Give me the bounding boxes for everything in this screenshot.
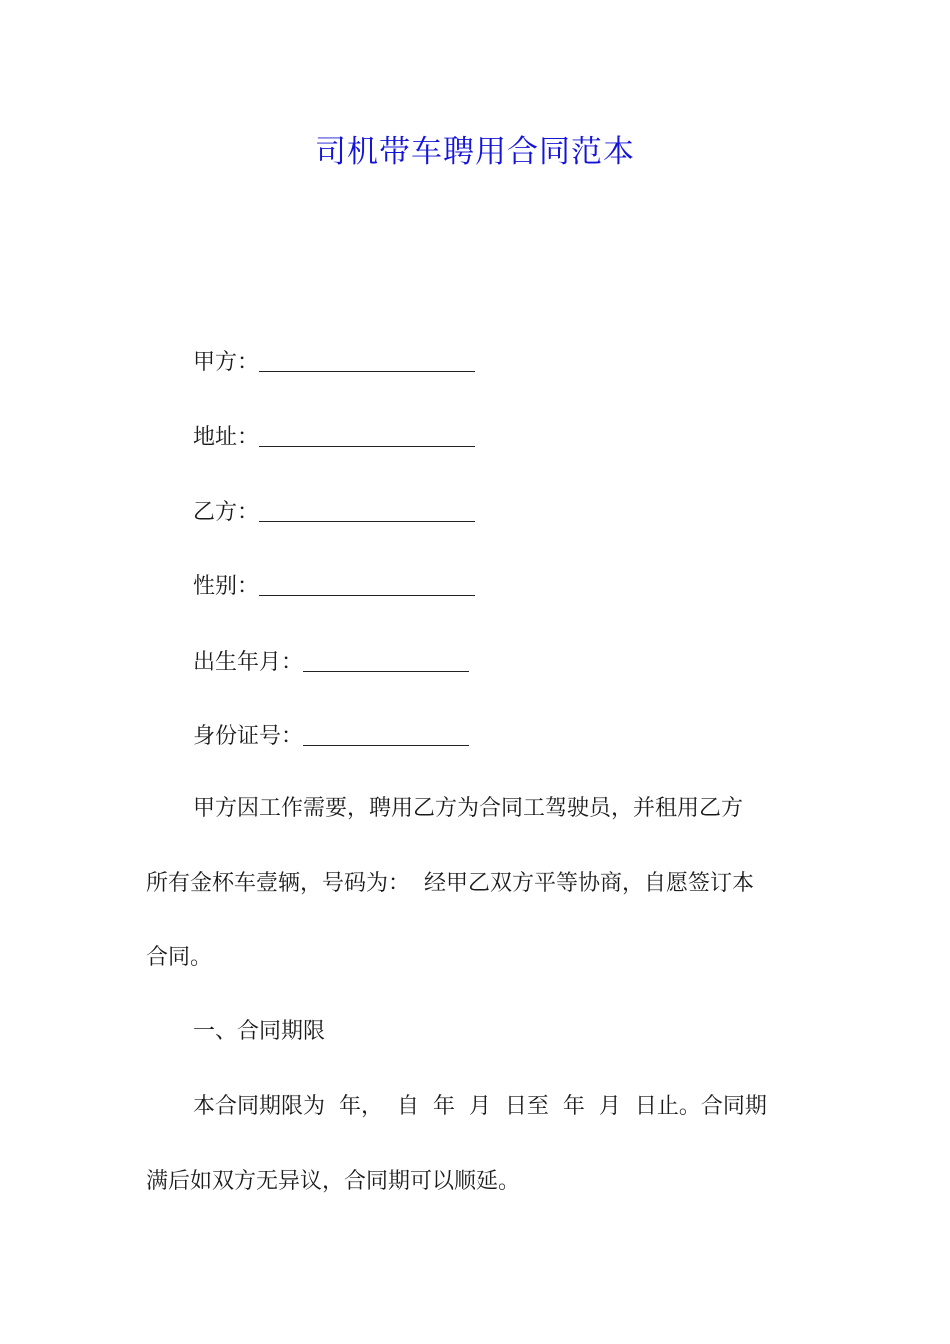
section-heading: 一、合同期限 [193,1019,326,1044]
section-line-1: 本合同期限为 年， 自 年 月 日至 年 月 日止。合同期 [193,1094,767,1119]
field-id-number [193,716,469,750]
section-line-2: 满后如双方无异议，合同期可以顺延。 [146,1169,521,1194]
field-label: 身份证号： [193,724,304,749]
intro-line-3: 合同。 [146,945,213,970]
field-label: 出生年月： [193,650,304,675]
field-label: 乙方： [193,500,260,525]
intro-line-1: 甲方因工作需要，聘用乙方为合同工驾驶员，并租用乙方 [193,796,744,821]
fill-line [303,744,469,746]
fill-line [303,670,469,672]
field-label: 性别： [193,574,260,599]
field-party-a [193,342,475,376]
fill-line [259,520,475,522]
intro-line-2: 所有金杯车壹辆，号码为： 经甲乙双方平等协商，自愿签订本 [146,871,754,896]
fill-line [259,445,475,447]
field-party-b [193,492,475,526]
document-title: 司机带车聘用合同范本 [315,134,635,170]
field-birth-date [193,642,469,676]
field-address [193,417,475,451]
field-label: 甲方： [193,350,260,375]
field-gender [193,566,475,600]
fill-line [259,594,475,596]
fill-line [259,370,475,372]
field-label: 地址： [193,425,260,450]
